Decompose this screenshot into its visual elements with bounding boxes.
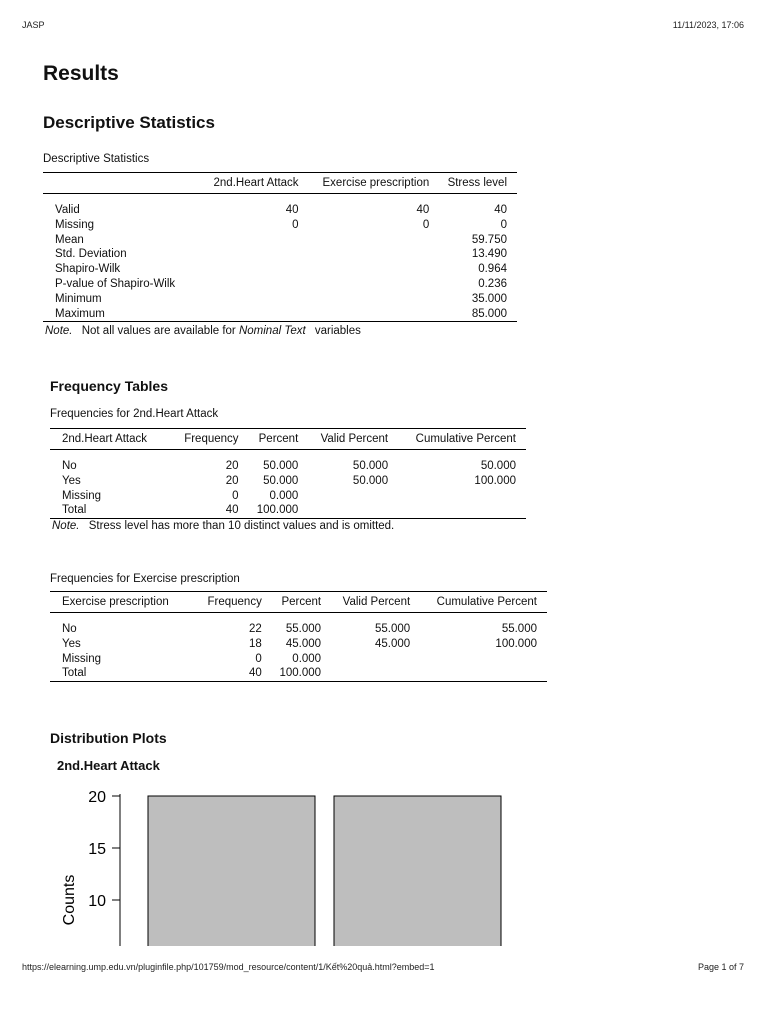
row-label: Yes	[62, 474, 81, 487]
table-cell: 20	[225, 460, 239, 472]
row-label: Std. Deviation	[55, 248, 127, 261]
table-cell: 45.000	[374, 637, 411, 650]
table-cell: 40	[494, 204, 507, 216]
column-header: Percent	[249, 429, 309, 450]
table-cell: 0.000	[292, 652, 322, 665]
table-row	[43, 262, 517, 277]
table-cell	[309, 247, 440, 262]
table-cell	[202, 233, 308, 248]
table-cell: 0.000	[269, 489, 299, 502]
row-label: No	[62, 623, 77, 635]
bar-no	[148, 796, 315, 946]
row-label: Missing	[62, 489, 101, 502]
print-header	[22, 20, 744, 30]
column-header: Cumulative Percent	[398, 429, 526, 450]
table-cell	[202, 292, 308, 307]
table-cell: 100.000	[474, 474, 516, 487]
table-cell	[202, 307, 308, 322]
column-header: Frequency	[198, 592, 272, 613]
note-text: Not all values are available for	[81, 325, 236, 337]
column-header: 2nd.Heart Attack	[50, 429, 174, 450]
table-row	[43, 194, 517, 218]
table-cell: 40	[285, 204, 299, 216]
column-header: 2nd.Heart Attack	[202, 173, 308, 194]
table-cell: 50.000	[263, 474, 299, 487]
table-header-row	[50, 429, 526, 450]
table-cell	[202, 277, 308, 292]
note-text: variables	[314, 325, 361, 337]
table-cell	[331, 652, 420, 667]
table-cell: 22	[249, 623, 262, 635]
table-cell	[202, 247, 308, 262]
table-cell: 13.490	[471, 248, 507, 261]
distribution-bar-chart	[50, 778, 520, 946]
table-cell	[309, 233, 440, 248]
column-header: Cumulative Percent	[420, 592, 547, 613]
table-cell: 100.000	[279, 667, 322, 680]
row-label: Valid	[55, 204, 80, 216]
table-cell: 40	[225, 504, 239, 517]
table-row	[43, 277, 517, 292]
column-header: Stress level	[439, 173, 517, 194]
plot-title: 2nd.Heart Attack	[57, 758, 160, 773]
table-cell: 100.000	[495, 637, 537, 650]
frequency-table-heart-attack	[50, 428, 526, 519]
column-header: Valid Percent	[308, 429, 398, 450]
row-label: Total	[62, 504, 87, 517]
bar-yes	[334, 796, 501, 946]
table-cell	[308, 489, 398, 504]
table-cell: 50.000	[263, 460, 299, 472]
y-tick-label: 10	[88, 893, 106, 910]
table-cell: 0	[232, 489, 239, 502]
table-row	[43, 218, 517, 233]
column-header: Exercise prescription	[309, 173, 440, 194]
descriptive-table-body	[43, 194, 517, 322]
table-row	[50, 489, 526, 504]
y-axis-label: Counts	[61, 874, 78, 926]
table-cell: 55.000	[285, 623, 322, 635]
table-cell: 55.000	[501, 623, 537, 635]
descriptive-statistics-table	[43, 172, 517, 322]
frequency-table-2-body	[50, 613, 547, 682]
table-header-row	[50, 592, 547, 613]
frequency-table-2-caption: Frequencies for Exercise prescription	[50, 573, 240, 585]
frequency-section-title: Frequency Tables	[50, 378, 169, 394]
column-header	[43, 173, 202, 194]
y-tick-label: 15	[88, 841, 106, 858]
row-label: No	[62, 460, 77, 472]
table-cell: 100.000	[256, 504, 299, 517]
column-header: Valid Percent	[331, 592, 420, 613]
table-cell: 35.000	[471, 292, 507, 305]
table-cell: 20	[225, 474, 239, 487]
row-label: Maximum	[55, 307, 105, 320]
table-header-row	[43, 173, 517, 194]
table-cell	[309, 262, 440, 277]
table-cell: 0	[255, 652, 262, 665]
table-cell	[309, 292, 440, 307]
table-cell: 0.964	[478, 263, 507, 276]
print-footer	[22, 962, 744, 972]
table-cell: 50.000	[480, 460, 516, 472]
table-cell	[420, 652, 547, 667]
print-datetime: 11/11/2023, 17:06	[672, 20, 744, 30]
table-cell: 59.750	[471, 233, 507, 246]
table-cell: 55.000	[374, 623, 411, 635]
table-cell: 0	[292, 218, 299, 231]
table-cell	[398, 503, 526, 518]
row-label: Shapiro-Wilk	[55, 263, 121, 276]
table-cell: 50.000	[352, 460, 389, 472]
table-row	[43, 307, 517, 322]
row-label: Missing	[55, 218, 94, 231]
table-cell	[420, 666, 547, 681]
note-emphasis: Nominal Text	[238, 325, 306, 337]
column-header: Frequency	[174, 429, 249, 450]
row-label: Yes	[62, 637, 81, 650]
table-cell	[398, 489, 526, 504]
note-label: Note.	[45, 325, 73, 337]
frequency-table-exercise	[50, 591, 547, 682]
table-row	[43, 247, 517, 262]
frequency-note	[52, 520, 394, 532]
column-header: Percent	[272, 592, 331, 613]
table-cell: 40	[249, 667, 262, 680]
note-label: Note.	[52, 520, 80, 532]
results-title: Results	[43, 62, 119, 85]
table-cell	[202, 262, 308, 277]
y-tick-label: 20	[88, 789, 106, 806]
row-label: Total	[62, 667, 87, 680]
table-row	[43, 292, 517, 307]
table-cell	[331, 666, 420, 681]
row-label: P-value of Shapiro-Wilk	[55, 277, 176, 290]
page-number: Page 1 of 7	[697, 962, 744, 972]
note-text: Stress level has more than 10 distinct values and is omitted.	[88, 520, 395, 532]
table-cell: 0	[500, 218, 507, 231]
descriptive-note	[45, 325, 361, 337]
table-cell: 45.000	[285, 637, 322, 650]
frequency-table-1-caption: Frequencies for 2nd.Heart Attack	[50, 408, 219, 420]
table-row	[50, 652, 547, 667]
table-cell: 18	[249, 637, 262, 650]
descriptive-section-title: Descriptive Statistics	[43, 113, 215, 132]
page-url: https://elearning.ump.edu.vn/pluginfile.php/101759/mod_resource/content/1/Kết%20quả.html?embed=1	[22, 962, 435, 972]
table-row	[50, 503, 526, 518]
table-row	[50, 613, 547, 637]
column-header: Exercise prescription	[50, 592, 198, 613]
row-label: Missing	[62, 652, 101, 665]
table-cell	[309, 307, 440, 322]
table-cell	[308, 503, 398, 518]
frequency-table-1-body	[50, 450, 526, 519]
descriptive-table-caption: Descriptive Statistics	[43, 153, 150, 165]
distribution-section-title: Distribution Plots	[50, 730, 167, 746]
table-cell	[309, 277, 440, 292]
table-row	[50, 637, 547, 652]
table-row	[50, 474, 526, 489]
table-cell: 85.000	[471, 307, 507, 320]
table-cell: 0.236	[478, 277, 507, 290]
app-name: JASP	[22, 20, 45, 30]
table-row	[50, 450, 526, 474]
table-row	[50, 666, 547, 681]
table-row	[43, 233, 517, 248]
table-cell: 0	[422, 218, 430, 231]
row-label: Minimum	[55, 292, 102, 305]
row-label: Mean	[55, 233, 84, 246]
table-cell: 40	[416, 204, 430, 216]
table-cell: 50.000	[352, 474, 389, 487]
